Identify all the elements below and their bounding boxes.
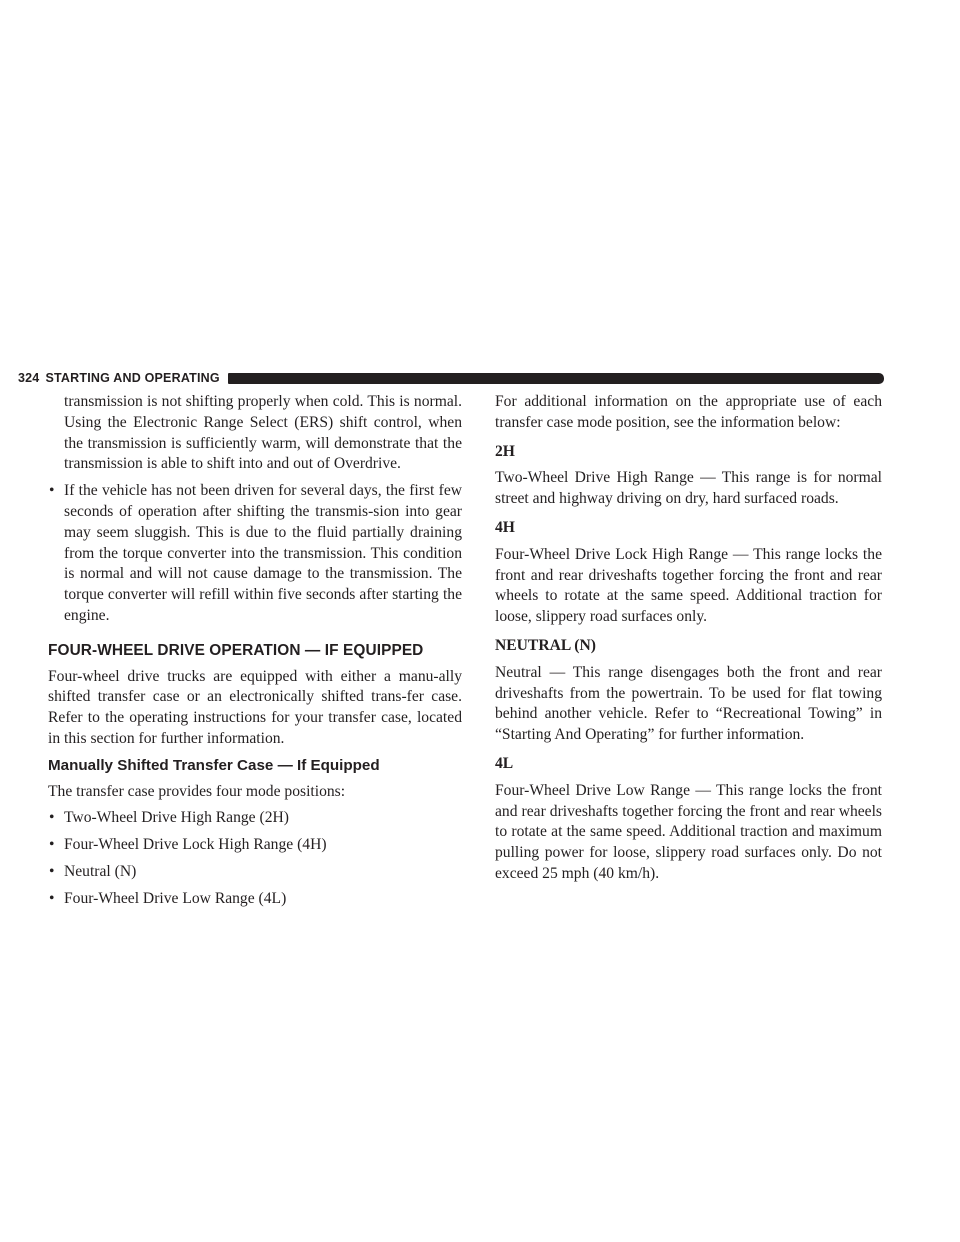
header-rule xyxy=(228,373,884,384)
right-column xyxy=(495,392,882,893)
mode-label-4l: 4L xyxy=(495,754,514,772)
bullet-icon: • xyxy=(49,809,55,827)
section-name: STARTING AND OPERATING xyxy=(45,371,220,385)
bullet-icon: • xyxy=(49,889,55,907)
section-heading-four-wheel-drive: FOUR-WHEEL DRIVE OPERATION — IF EQUIPPED xyxy=(48,641,424,659)
mode-description-2h: Two-Wheel Drive High Range — This range is for normal street and highway driving on dry, hard surfaced roads. xyxy=(495,469,882,508)
bullet-item xyxy=(48,481,462,627)
bullet-text: If the vehicle has not been driven for several days, the first few seconds of operation after shifting the transmis-sion into gear may seem sluggish. This is due to the fluid partially draining from the torque converter into the transmission. This condition is normal and will not cause damage to the transmission. The torque converter will refill within five seconds after starting the engine. xyxy=(64,482,462,624)
mode-label-4h: 4H xyxy=(495,518,515,536)
mode-description-4h: Four-Wheel Drive Lock High Range — This range locks the front and rear driveshafts together forcing the front and rear wheels to rotate at the same speed. Additional traction for loose, slippery road surfaces only. xyxy=(495,545,882,626)
mode-label-neutral: NEUTRAL (N) xyxy=(495,636,596,654)
mode-positions-intro: The transfer case provides four mode positions: xyxy=(48,782,346,800)
page-header xyxy=(18,370,884,386)
list-item-text: Four-Wheel Drive Lock High Range (4H) xyxy=(64,836,327,854)
mode-description-neutral: Neutral — This range disengages both the front and rear driveshafts from the powertrain. To be used for flat towing behind another vehicle. Refer to “Recreational Towing” in “Starting And Operating” for further information. xyxy=(495,663,882,744)
mode-label-2h: 2H xyxy=(495,442,515,460)
intro-paragraph: Four-wheel drive trucks are equipped with either a manu-ally shifted transfer case or an electronically shifted trans-fer case. Refer to the operating instructions for your transfer case, located in this section for further information. xyxy=(48,667,462,747)
modes-intro-paragraph: For additional information on the appropriate use of each transfer case mode position, see the information below: xyxy=(495,393,882,431)
bullet-icon: • xyxy=(49,862,55,880)
list-item-text: Two-Wheel Drive High Range (2H) xyxy=(64,809,289,827)
list-item xyxy=(48,808,462,829)
subheading-manual-transfer-case: Manually Shifted Transfer Case — If Equipped xyxy=(48,756,380,774)
list-item-text: Neutral (N) xyxy=(64,862,137,880)
left-column xyxy=(48,392,462,916)
continued-paragraph: transmission is not shifting properly when cold. This is normal. Using the Electronic Range Select (ERS) shift control, when the transmission is sufficiently warm, will demonstrate that the transmission is able to shift into and out of Overdrive. xyxy=(64,393,462,473)
list-item xyxy=(48,889,462,910)
bullet-icon: • xyxy=(49,482,55,500)
list-item xyxy=(48,862,462,883)
bullet-icon: • xyxy=(49,836,55,854)
list-item-text: Four-Wheel Drive Low Range (4L) xyxy=(64,889,287,907)
page-number: 324 xyxy=(18,371,40,385)
mode-description-4l: Four-Wheel Drive Low Range — This range locks the front and rear driveshafts together forcing the front and rear wheels to rotate at the same speed. Additional traction and maximum pulling power for loose, slippery road surfaces only. Do not exceed 25 mph (40 km/h). xyxy=(495,781,882,882)
list-item xyxy=(48,835,462,856)
